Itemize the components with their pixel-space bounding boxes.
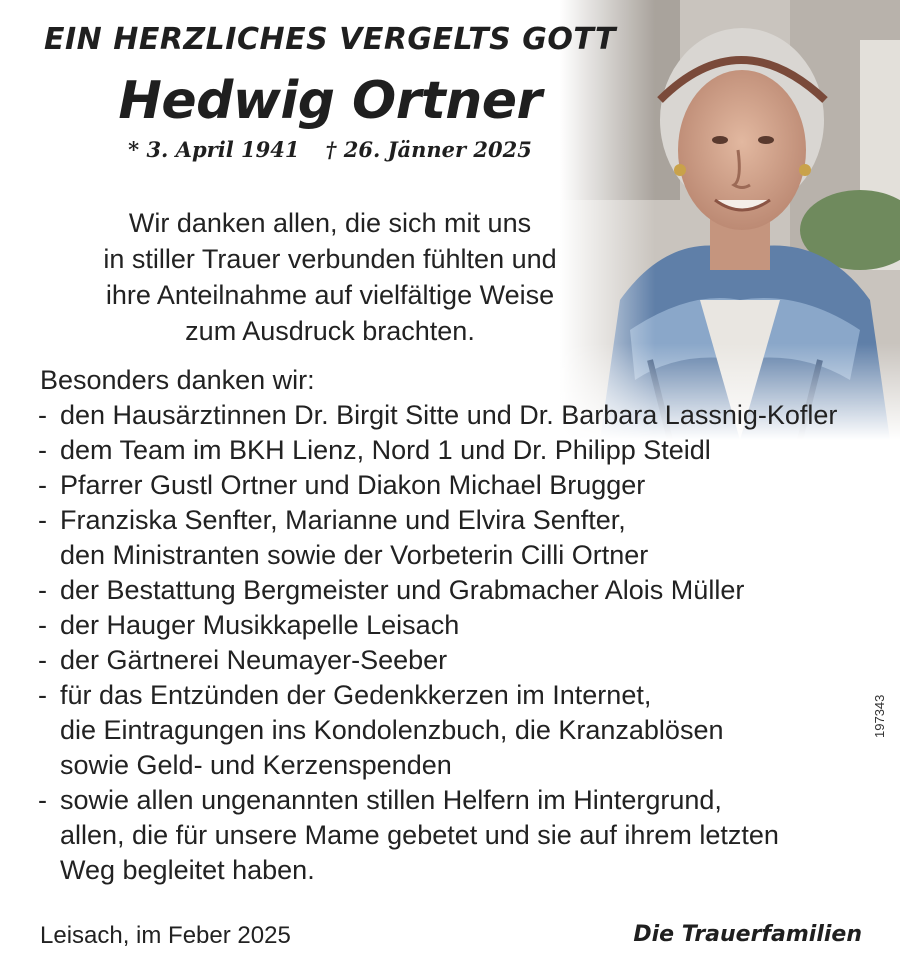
list-item-line: der Bestattung Bergmeister und Grabmacher Alois Müller (60, 575, 745, 605)
list-item-line: allen, die für unsere Mame gebetet und sie auf ihrem letzten (60, 820, 779, 850)
list-item-line: der Hauger Musikkapelle Leisach (60, 610, 460, 640)
list-item-line: den Ministranten sowie der Vorbeterin Cilli Ortner (60, 540, 649, 570)
thanks-line: in stiller Trauer verbunden fühlten und (103, 244, 557, 274)
list-item-line: dem Team im BKH Lienz, Nord 1 und Dr. Philipp Steidl (60, 435, 711, 465)
list-item-line: für das Entzünden der Gedenkkerzen im Internet, (60, 680, 652, 710)
list-item (38, 398, 878, 433)
list-item-line: Pfarrer Gustl Ortner und Diakon Michael Brugger (60, 470, 646, 500)
signature: Die Trauerfamilien (633, 922, 862, 947)
list-item (38, 643, 878, 678)
birth-date: * 3. April 1941 (128, 137, 300, 162)
thanks-line: Wir danken allen, die sich mit uns (128, 208, 532, 238)
list-item-line: die Eintragungen ins Kondolenzbuch, die Kranzablösen (60, 715, 724, 745)
reference-number: 197343 (872, 694, 887, 738)
list-item (38, 433, 878, 468)
list-item (38, 468, 878, 503)
list-item-line: Weg begleitet haben. (60, 855, 315, 885)
list-bullet: - (38, 470, 47, 500)
list-bullet: - (38, 680, 47, 710)
thanks-paragraph (40, 205, 620, 349)
thanks-line: ihre Anteilnahme auf vielfältige Weise (105, 280, 555, 310)
list-item (38, 608, 878, 643)
life-dates (0, 137, 660, 162)
list-bullet: - (38, 785, 47, 815)
death-date: † 26. Jänner 2025 (325, 137, 532, 162)
headline: EIN HERZLICHES VERGELTS GOTT (44, 22, 616, 57)
list-bullet: - (38, 645, 47, 675)
thanks-line: zum Ausdruck brachten. (185, 316, 475, 346)
list-title: Besonders danken wir: (40, 365, 315, 395)
list-bullet: - (38, 435, 47, 465)
list-item-line: den Hausärztinnen Dr. Birgit Sitte und Dr. Barbara Lassnig-Kofler (60, 400, 838, 430)
list-bullet: - (38, 575, 47, 605)
list-item (38, 503, 878, 573)
list-item (38, 573, 878, 608)
list-item (38, 783, 878, 888)
list-item-line: sowie allen ungenannten stillen Helfern im Hintergrund, (60, 785, 722, 815)
header (0, 0, 660, 162)
deceased-name: Hedwig Ortner (118, 71, 542, 131)
list-bullet: - (38, 610, 47, 640)
list-bullet: - (38, 400, 47, 430)
place-date: Leisach, im Feber 2025 (40, 922, 291, 949)
list-item-line: Franziska Senfter, Marianne und Elvira Senfter, (60, 505, 626, 535)
thanks-list (38, 398, 878, 888)
list-item-line: sowie Geld- und Kerzenspenden (60, 750, 452, 780)
list-item (38, 678, 878, 783)
list-bullet: - (38, 505, 47, 535)
list-item-line: der Gärtnerei Neumayer-Seeber (60, 645, 448, 675)
